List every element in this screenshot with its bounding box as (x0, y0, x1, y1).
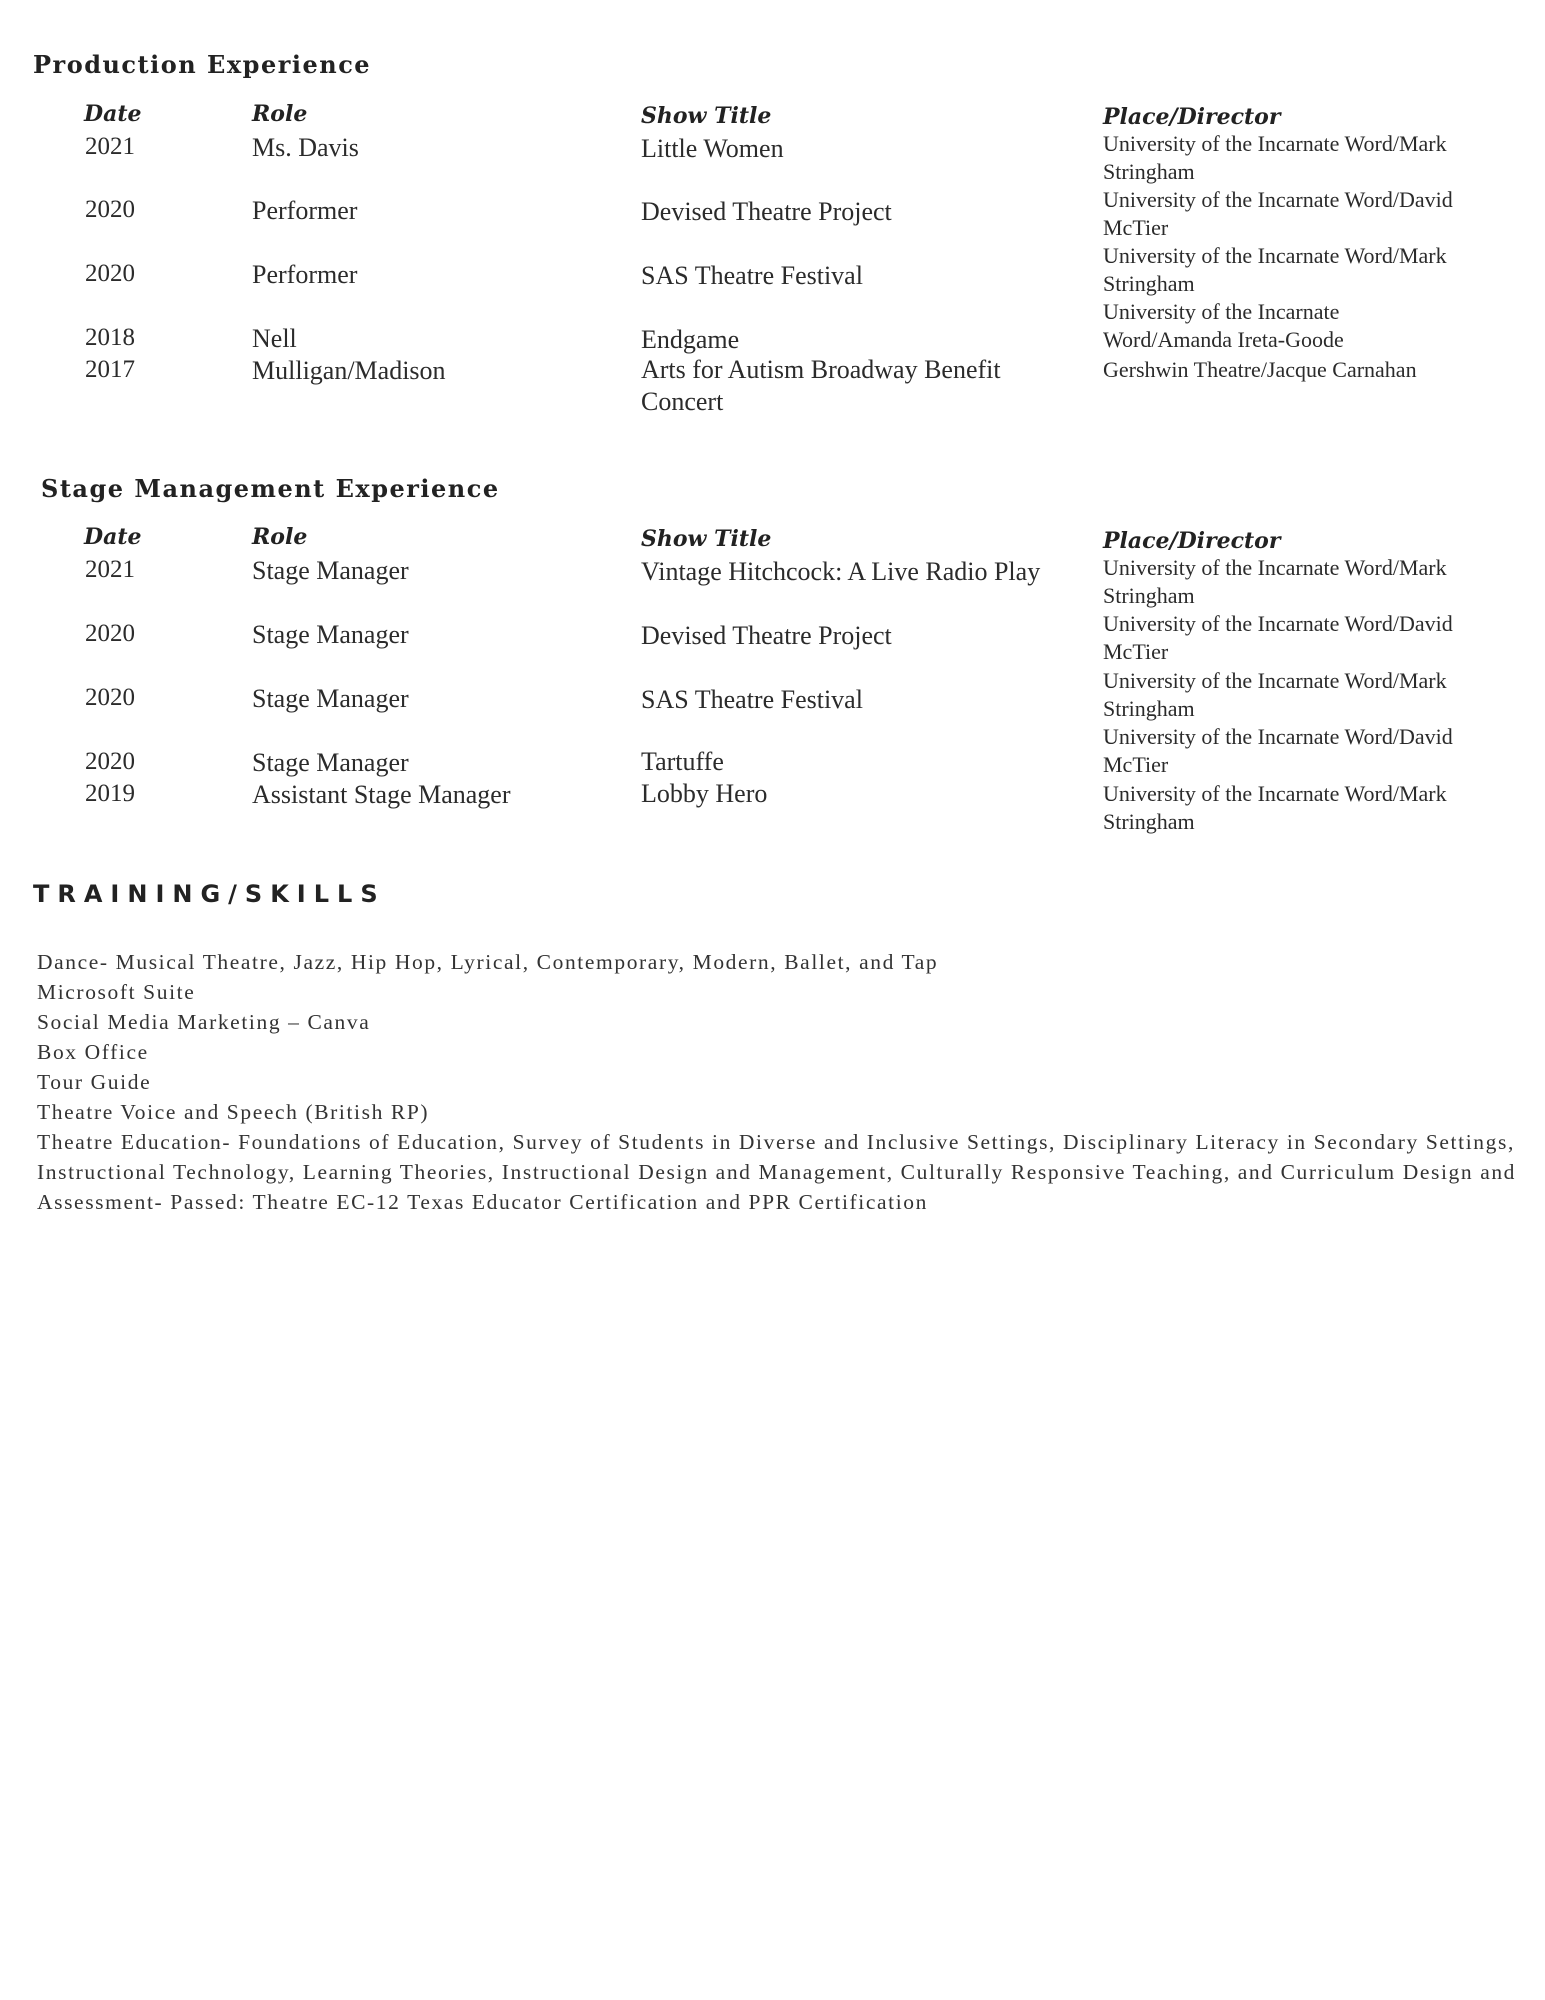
stage-row-place: University of the Incarnate Word/David McTier (1103, 611, 1453, 664)
stage-header-role: Role (252, 524, 308, 550)
stage-row-place: University of the Incarnate Word/Mark Stringham (1103, 781, 1447, 834)
skill-item-dance: Dance- Musical Theatre, Jazz, Hip Hop, Lyrical, Contemporary, Modern, Ballet, and Tap (37, 950, 939, 974)
production-row-place: Gershwin Theatre/Jacque Carnahan (1103, 357, 1417, 382)
stage-row-date: 2020 (85, 684, 135, 711)
skill-item-box-office: Box Office (37, 1040, 149, 1064)
production-row-show: Devised Theatre Project (641, 197, 892, 226)
stage-row-show: Devised Theatre Project (641, 621, 892, 650)
production-row-role: Performer (252, 260, 358, 289)
training-skills-title: TRAINING/SKILLS (33, 880, 386, 908)
stage-row-show: Tartuffe (641, 747, 724, 776)
production-experience-title: Production Experience (33, 50, 372, 79)
production-row-place: University of the Incarnate Word/Mark Stringham (1103, 131, 1447, 184)
stage-row-role: Stage Manager (252, 684, 409, 713)
skill-item-theatre-education: Theatre Education- Foundations of Education, Survey of Students in Diverse and Inclusive Settings, Disciplinary Literacy in Secondary Settings, Instructional Technology, Learning Theories, Instructional Design and Management, Culturally Responsive Teaching, and Curriculum Design and Assessment- Passed: Theatre EC-12 Texas Educator Certification and PPR Certification (37, 1130, 1517, 1214)
production-row-place: University of the Incarnate Word/Mark Stringham (1103, 243, 1447, 296)
production-row-date: 2017 (85, 356, 135, 383)
stage-row-date: 2019 (85, 780, 135, 807)
production-header-place: Place/Director (1103, 104, 1281, 130)
production-row-place: University of the Incarnate Word/David McTier (1103, 187, 1453, 240)
stage-row-date: 2020 (85, 620, 135, 647)
production-row-place: University of the Incarnate Word/Amanda Ireta-Goode (1103, 299, 1344, 352)
stage-row-date: 2021 (85, 556, 135, 583)
production-row-role: Performer (252, 196, 358, 225)
stage-row-show: Vintage Hitchcock: A Live Radio Play (641, 557, 1041, 586)
stage-header-show: Show Title (641, 526, 772, 552)
production-row-date: 2021 (85, 133, 135, 160)
production-row-show: Little Women (641, 134, 784, 163)
production-row-date: 2020 (85, 196, 135, 223)
production-row-role: Mulligan/Madison (252, 356, 446, 385)
stage-header-date: Date (84, 524, 142, 550)
skill-item-microsoft: Microsoft Suite (37, 980, 196, 1004)
stage-row-role: Stage Manager (252, 748, 409, 777)
stage-row-role: Stage Manager (252, 556, 409, 585)
production-header-show: Show Title (641, 103, 772, 129)
stage-row-role: Assistant Stage Manager (252, 780, 511, 809)
stage-row-date: 2020 (85, 748, 135, 775)
production-row-show: Arts for Autism Broadway Benefit Concert (641, 355, 1001, 416)
skill-item-tour-guide: Tour Guide (37, 1070, 152, 1094)
production-row-show: SAS Theatre Festival (641, 261, 863, 290)
stage-management-title: Stage Management Experience (41, 474, 500, 503)
skill-item-voice-speech: Theatre Voice and Speech (British RP) (37, 1100, 430, 1124)
stage-row-place: University of the Incarnate Word/Mark Stringham (1103, 668, 1447, 721)
production-header-date: Date (84, 101, 142, 127)
stage-row-role: Stage Manager (252, 620, 409, 649)
production-row-role: Ms. Davis (252, 133, 359, 162)
production-row-date: 2020 (85, 260, 135, 287)
stage-row-place: University of the Incarnate Word/David McTier (1103, 724, 1453, 777)
stage-header-place: Place/Director (1103, 528, 1281, 554)
stage-row-show: Lobby Hero (641, 779, 768, 808)
stage-row-show: SAS Theatre Festival (641, 685, 863, 714)
production-row-date: 2018 (85, 324, 135, 351)
production-row-role: Nell (252, 324, 297, 353)
production-row-show: Endgame (641, 325, 740, 354)
production-header-role: Role (252, 101, 308, 127)
skill-item-social-media: Social Media Marketing – Canva (37, 1010, 371, 1034)
stage-row-place: University of the Incarnate Word/Mark Stringham (1103, 555, 1447, 608)
